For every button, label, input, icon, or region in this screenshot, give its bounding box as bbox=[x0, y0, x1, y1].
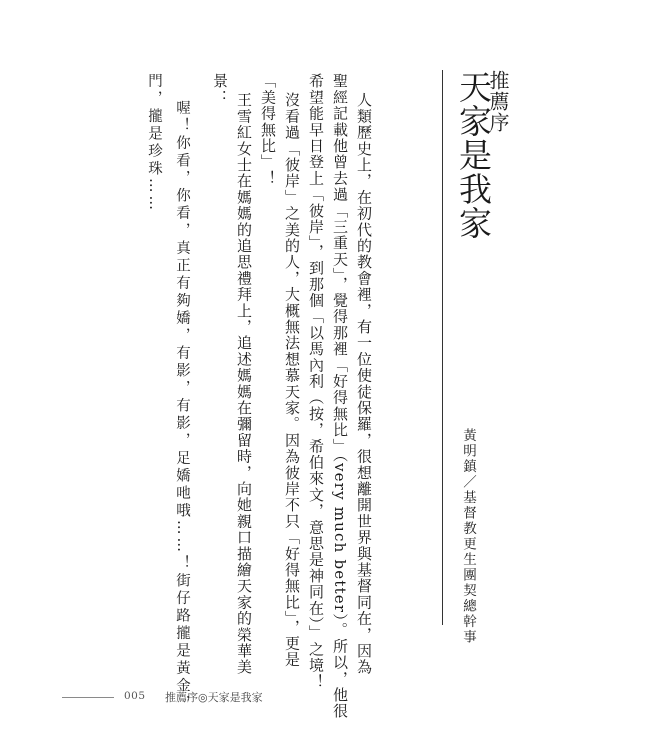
quote-line-2: 門，攏是珍珠…… bbox=[146, 73, 162, 213]
body-line-7: 景： bbox=[211, 73, 229, 106]
body-line-6: 王雪紅女士在媽媽的追思禮拜上，追述媽媽在彌留時，向她親口描繪天家的榮華美 bbox=[235, 92, 253, 676]
page-number: 005 bbox=[124, 690, 146, 702]
body-line-3: 希望能早日登上「彼岸」，到那個「以馬內利（按，希伯來文，意思是神同在）」之境！ bbox=[307, 73, 325, 690]
footer-rule bbox=[62, 697, 114, 698]
body-line-4: 沒看過「彼岸」之美的人，大概無法想慕天家。因為彼岸不只「好得無比」，更是 bbox=[283, 92, 301, 668]
body-line-1: 人類歷史上，在初代的教會裡，有一位使徒保羅，很想離開世界與基督同在，因為 bbox=[355, 92, 373, 676]
page-title: 天家是我家 bbox=[454, 70, 493, 240]
title-divider bbox=[442, 70, 443, 625]
body-line-2: 聖經記載他曾去過「三重天」，覺得那裡「好得無比」（very much better）。所以，他很 bbox=[331, 73, 349, 720]
author-byline: 黃明鎮／基督教更生團契總幹事 bbox=[460, 428, 476, 645]
running-title: 推薦序◎天家是我家 bbox=[165, 691, 263, 704]
body-line-5: 「美得無比」！ bbox=[259, 73, 277, 187]
quote-line-1: 喔！你看，你看，真正有夠嬌，有影，有影，足嬌吔哦……！街仔路攏是黃金， bbox=[174, 100, 190, 713]
section-label: 推薦序 bbox=[486, 70, 510, 133]
